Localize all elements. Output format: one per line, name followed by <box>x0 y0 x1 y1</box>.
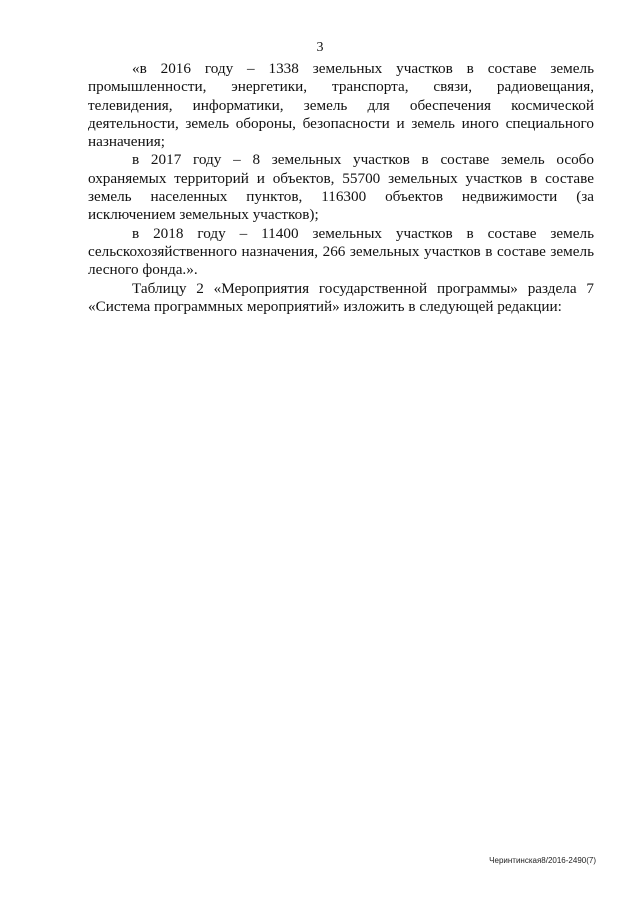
paragraph-table-2: Таблицу 2 «Мероприятия государственной программы» раздела 7 «Система программных мероприятий» изложить в следующей редакции: <box>88 279 594 315</box>
paragraph-2016: «в 2016 году – 1338 земельных участков в составе земель промышленности, энергетики, транспорта, связи, радиовещания, телевидения, информатики, земель для обеспечения космической деятельности, земель обороны, безопасности и земель иного специального назначения; <box>88 60 594 151</box>
footer-document-code: Черинтинская8/2016-2490(7) <box>489 856 596 865</box>
document-body <box>88 60 594 316</box>
paragraph-2018: в 2018 году – 11400 земельных участков в составе земель сельскохозяйственного назначения, 266 земельных участков в составе земель лесного фонда.». <box>88 224 594 279</box>
page-number: 3 <box>316 40 324 55</box>
paragraph-2017: в 2017 году – 8 земельных участков в составе земель особо охраняемых территорий и объектов, 55700 земельных участков в составе земель населенных пунктов, 116300 объектов недвижимости (за исключением земельных участков); <box>88 151 594 224</box>
